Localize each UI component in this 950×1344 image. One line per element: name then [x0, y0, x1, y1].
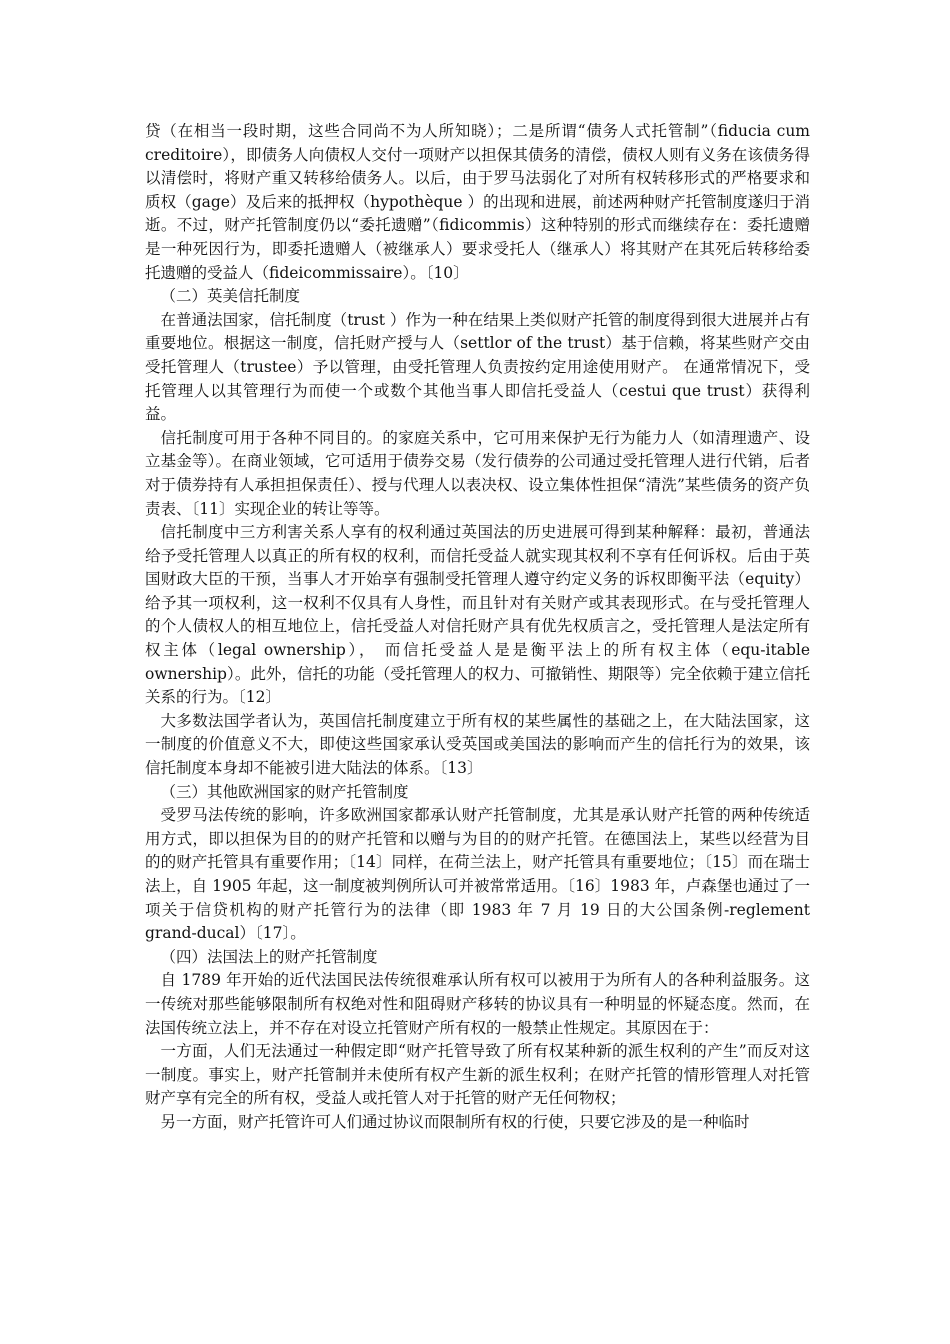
section-heading-other-european: （三）其他欧洲国家的财产托管制度 [160, 782, 409, 801]
document-page [145, 120, 810, 1135]
paragraph: 一方面，人们无法通过一种假定即“财产托管导致了所有权某种新的派生权利的产生”而反对这一制度。事实上，财产托管制并未使所有权产生新的派生权利；在财产托管的情形管理人对托管财产享有完全的所有权，受益人或托管人对于托管的财产无任何物权； [145, 1042, 810, 1108]
paragraph: 信托制度中三方利害关系人享有的权利通过英国法的历史进展可得到某种解释：最初，普通法给予受托管理人以真正的所有权的权利，而信托受益人就实现其权利不享有任何诉权。后由于英国财政大臣的干预，当事人才开始享有强制受托管理人遵守约定义务的诉权即衡平法（equity）给予其一项权利，这一权利不仅具有人身性，而且针对有关财产或其表现形式。在与受托管理人的个人债权人的相互地位上，信托受益人对信托财产具有优先权质言之，受托管理人是法定所有权主体（legal ownership）， 而信托受益人是是衡平法上的所有权主体（equ-itable ownership）。此外，信托的功能（受托管理人的权力、可撤销性、期限等）完全依赖于建立信托关系的行为。〔12〕 [145, 523, 810, 707]
paragraph: 受罗马法传统的影响，许多欧洲国家都承认财产托管制度，尤其是承认财产托管的两种传统适用方式，即以担保为目的的财产托管和以赠与为目的的财产托管。在德国法上，某些以经营为目的的财产托管具有重要作用；〔14〕同样，在荷兰法上，财产托管具有重要地位；〔15〕而在瑞士法上，自 1905 年起，这一制度被判例所认可并被常常适用。〔16〕1983 年，卢森堡也通过了一项关于信贷机构的财产托管行为的法律（即 1983 年 7 月 19 日的大公国条例-reglement grand-ducal）〔17〕。 [145, 806, 810, 943]
paragraph: 大多数法国学者认为，英国信托制度建立于所有权的某些属性的基础之上，在大陆法国家，这一制度的价值意义不大，即使这些国家承认受英国或美国法的影响而产生的信托行为的效果，该信托制度本身却不能被引进大陆法的体系。〔13〕 [145, 711, 810, 778]
paragraph-continued: 贷（在相当一段时期，这些合同尚不为人所知晓）；二是所谓“债务人式托管制”（fiducia cum creditoire），即债务人向债权人交付一项财产以担保其债务的清偿，债权人则有义务在该债务得以清偿时，将财产重又转移给债务人。以后，由于罗马法弱化了对所有权转移形式的严格要求和质权（gage）及后来的抵押权（hypothèque ）的出现和进展，前述两种财产托管制度遂归于消逝。不过，财产托管制度仍以“委托遗赠”（fidicommis）这种特别的形式而继续存在：委托遗赠是一种死因行为，即委托遗赠人（被继承人）要求受托人（继承人）将其财产在其死后转移给委托遗赠的受益人（fideicommissaire）。〔10〕 [145, 122, 810, 282]
paragraph: 自 1789 年开始的近代法国民法传统很难承认所有权可以被用于为所有人的各种利益服务。这一传统对那些能够限制所有权绝对性和阻碍财产移转的协议具有一种明显的怀疑态度。然而，在法国传统立法上，并不存在对设立托管财产所有权的一般禁止性规定。其原因在于： [145, 971, 810, 1037]
section-heading-french-law: （四）法国法上的财产托管制度 [160, 947, 378, 966]
paragraph: 另一方面，财产托管许可人们通过协议而限制所有权的行使，只要它涉及的是一种临时 [160, 1112, 750, 1131]
paragraph: 在普通法国家，信托制度（trust ）作为一种在结果上类似财产托管的制度得到很大进展并占有重要地位。根据这一制度，信托财产授与人（settlor of the trust）基于信赖，将某些财产交由受托管理人（trustee）予以管理，由受托管理人负责按约定用途使用财产。 在通常情况下，受托管理人以其管理行为而使一个或数个其他当事人即信托受益人（cestui que trust）获得利益。 [145, 310, 810, 424]
section-heading-anglo-american-trust: （二）英美信托制度 [160, 287, 301, 306]
paragraph: 信托制度可用于各种不同目的。的家庭关系中，它可用来保护无行为能力人（如清理遗产、设立基金等）。在商业领域，它可适用于债券交易（发行债券的公司通过受托管理人进行代销，后者对于债券持有人承担担保责任）、授与代理人以表决权、设立集体性担保“清洗”某些债务的资产负责表、〔11〕实现企业的转让等等。 [145, 428, 810, 518]
